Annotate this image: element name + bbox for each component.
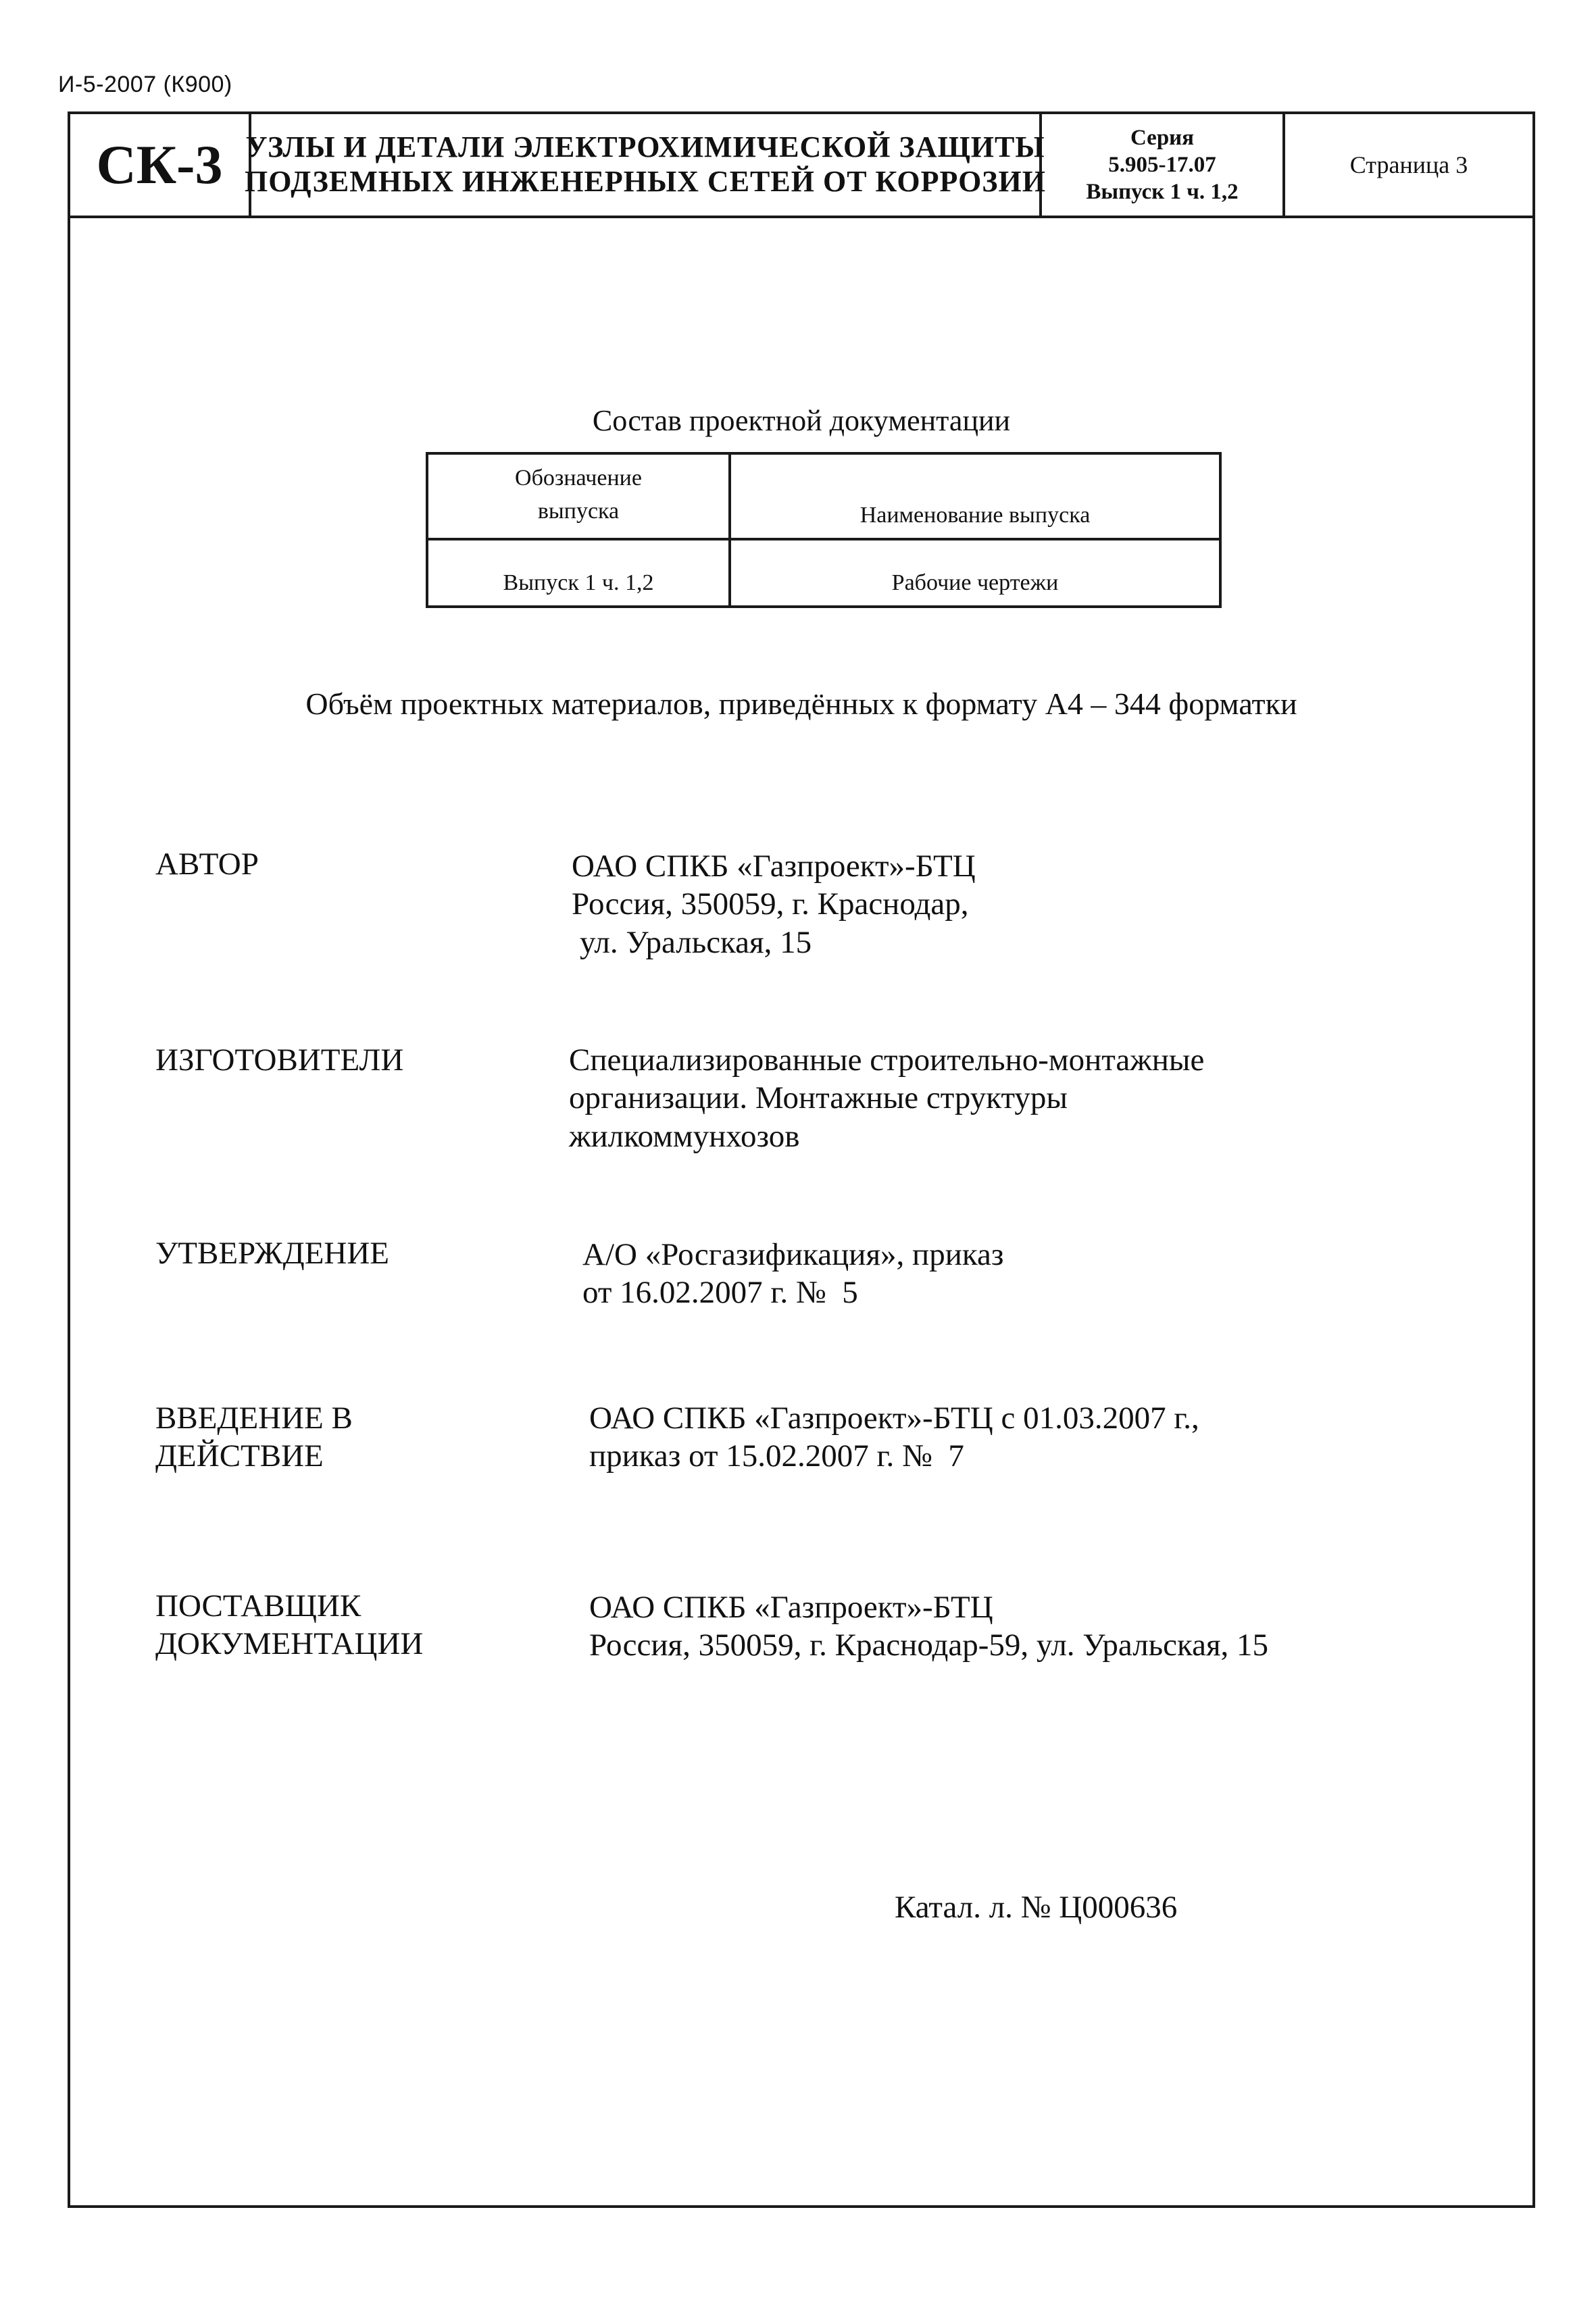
supplier-line-2: Россия, 350059, г. Краснодар-59, ул. Уральская, 15 [589,1628,1269,1663]
enactment-line-2: приказ от 15.02.2007 г. № 7 [589,1438,964,1474]
author-line-2: Россия, 350059, г. Краснодар, [572,886,969,922]
manufacturers-line-2: организации. Монтажные структуры [569,1080,1068,1116]
supplier-label-line-1: ПОСТАВЩИК [155,1588,361,1624]
approval-line-1: А/О «Росгазификация», приказ [582,1237,1004,1272]
approval-value [582,1236,1461,1312]
manufacturers-line-1: Специализированные строительно-монтажные [569,1042,1205,1078]
page-number: Страница 3 [1349,151,1468,178]
table-header-row [427,453,1220,539]
composition-title: Состав проектной документации [592,404,1011,437]
designation-cell: Выпуск 1 ч. 1,2 [427,539,730,607]
enactment-label [155,1399,561,1476]
author-line-1: ОАО СПКБ «Газпроект»-БТЦ [572,849,976,884]
enactment-line-1: ОАО СПКБ «Газпроект»-БТЦ с 01.03.2007 г., [589,1401,1199,1436]
title-block [70,114,1532,218]
enactment-value [589,1399,1468,1476]
author-value [572,847,1450,961]
series-code: СК-3 [70,114,251,216]
document-code: И-5-2007 (К900) [58,72,232,97]
manufacturers-label: ИЗГОТОВИТЕЛИ [155,1042,404,1078]
supplier-line-1: ОАО СПКБ «Газпроект»-БТЦ [589,1590,993,1625]
manufacturers-value [569,1041,1447,1155]
approval-label: УТВЕРЖДЕНИЕ [155,1236,390,1271]
table-row [427,539,1220,607]
supplier-value [589,1588,1468,1665]
name-header: Наименование выпуска [730,453,1220,539]
supplier-label [155,1587,561,1663]
series-number: 5.905-17.07 [1108,152,1216,177]
series-title [245,114,1046,216]
series-info [1042,114,1285,216]
manufacturers-line-3: жилкоммунхозов [569,1118,800,1154]
designation-header [427,453,730,539]
series-title-line-1: УЗЛЫ И ДЕТАЛИ ЭЛЕКТРОХИМИЧЕСКОЙ ЗАЩИТЫ [245,130,1045,164]
author-label: АВТОР [155,847,259,882]
supplier-label-line-2: ДОКУМЕНТАЦИИ [155,1626,424,1662]
page-frame [68,111,1535,2208]
designation-header-line-2: выпуска [537,499,620,524]
issue-label: Выпуск 1 ч. 1,2 [1086,180,1239,205]
series-label: Серия [1130,125,1195,150]
designation-header-line-1: Обозначение [515,466,642,491]
enactment-label-line-1: ВВЕДЕНИЕ В [155,1401,353,1436]
enactment-label-line-2: ДЕЙСТВИЕ [155,1438,324,1474]
volume-statement: Объём проектных материалов, приведённых к формату А4 – 344 форматки [305,686,1297,721]
author-line-3: ул. Уральская, 15 [580,924,812,960]
composition-table [426,452,1222,608]
name-cell: Рабочие чертежи [730,539,1220,607]
series-title-line-2: ПОДЗЕМНЫХ ИНЖЕНЕРНЫХ СЕТЕЙ ОТ КОРРОЗИИ [245,165,1046,198]
catalog-number: Катал. л. № Ц000636 [895,1890,1178,1925]
approval-line-2: от 16.02.2007 г. № 5 [582,1275,858,1311]
